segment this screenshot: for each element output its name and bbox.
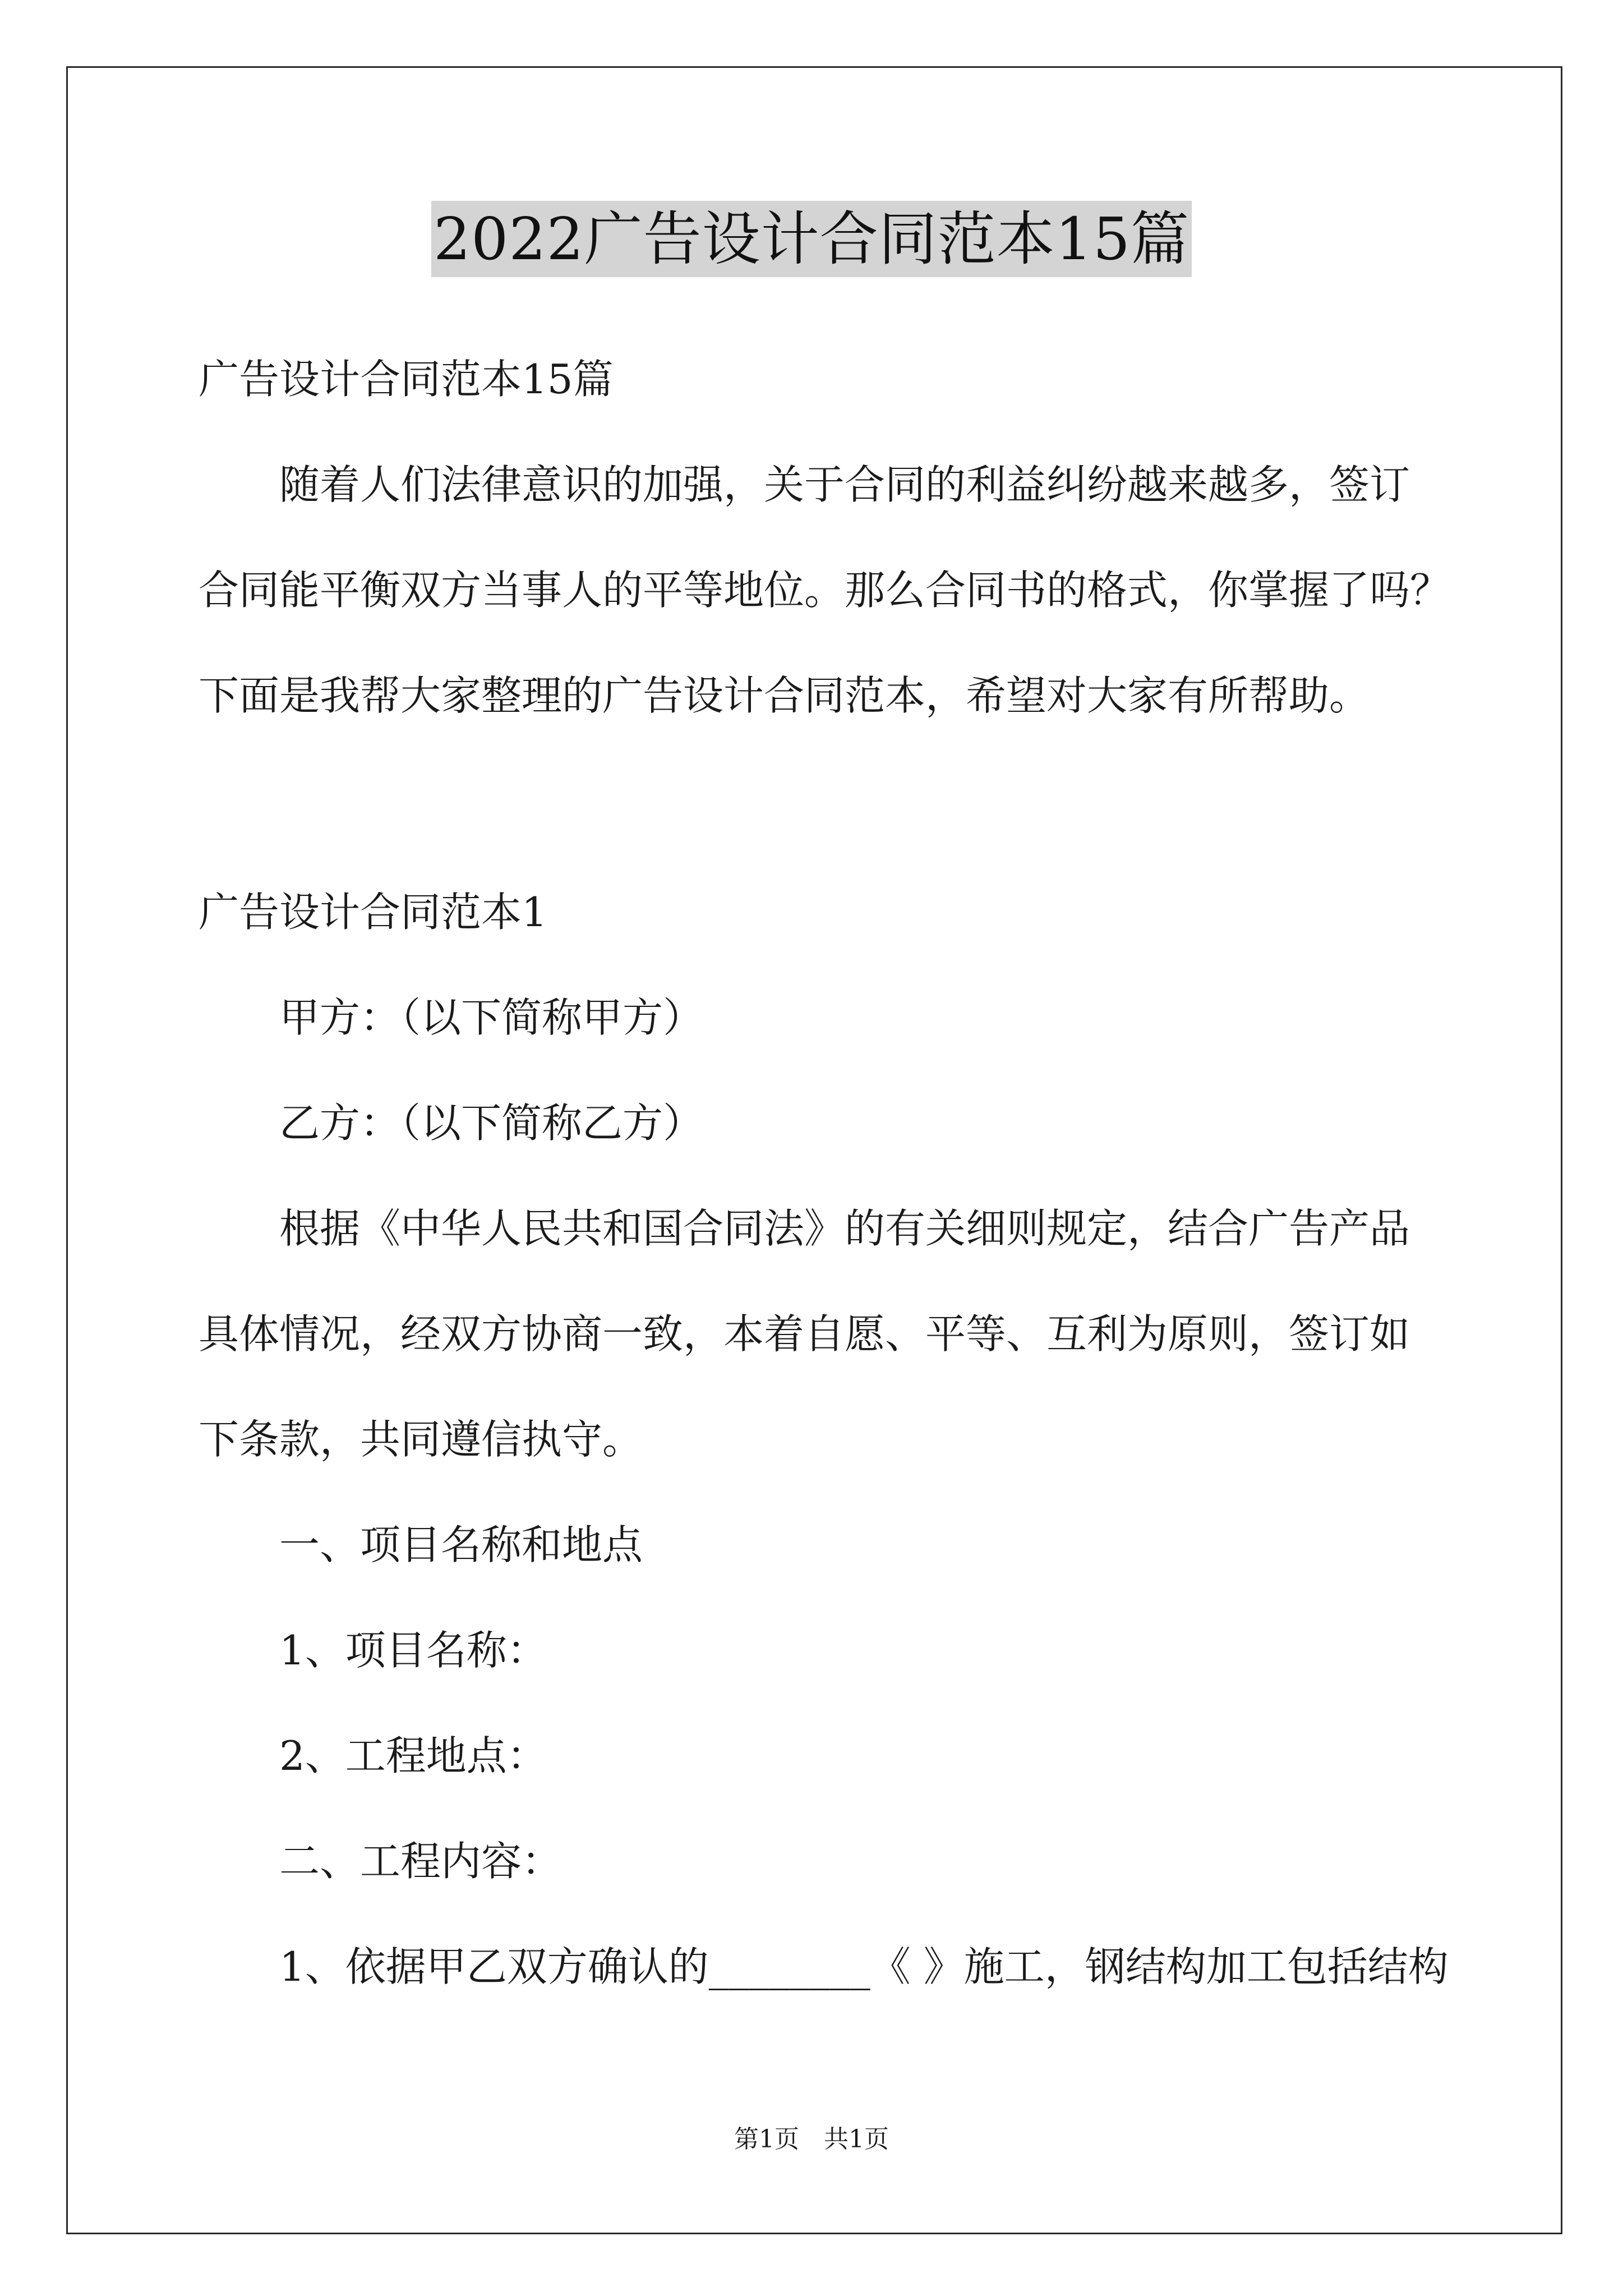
page-total: 共1页	[824, 2125, 889, 2154]
page-footer	[0, 2124, 1623, 2155]
subtitle: 广告设计合同范本15篇	[199, 356, 614, 403]
item-1-heading: 一、项目名称和地点	[279, 1521, 643, 1568]
page-number: 第1页	[734, 2125, 799, 2154]
basis-line-3: 下条款，共同遵信执守。	[199, 1416, 643, 1463]
item-1-2: 2、工程地点：	[279, 1732, 547, 1779]
intro-line-3: 下面是我帮大家整理的广告设计合同范本，希望对大家有所帮助。	[199, 672, 1370, 719]
intro-line-1: 随着人们法律意识的加强，关于合同的利益纠纷越来越多，签订	[279, 461, 1410, 508]
item-2-1: 1、依据甲乙双方确认的________《 》施工，钢结构加工包括结构	[279, 1943, 1449, 1990]
party-a: 甲方：（以下简称甲方）	[279, 994, 704, 1041]
basis-line-1: 根据《中华人民共和国合同法》的有关细则规定，结合广告产品	[279, 1205, 1410, 1252]
title-container	[0, 201, 1623, 277]
section-heading: 广告设计合同范本1	[199, 889, 547, 936]
document-title: 2022广告设计合同范本15篇	[431, 201, 1192, 277]
party-b: 乙方：（以下简称乙方）	[279, 1099, 704, 1147]
intro-line-2: 合同能平衡双方当事人的平等地位。那么合同书的格式，你掌握了吗？	[199, 567, 1451, 614]
basis-line-2: 具体情况，经双方协商一致，本着自愿、平等、互利为原则，签订如	[199, 1310, 1410, 1358]
item-1-1: 1、项目名称：	[279, 1627, 547, 1674]
item-2-heading: 二、工程内容：	[279, 1838, 562, 1885]
